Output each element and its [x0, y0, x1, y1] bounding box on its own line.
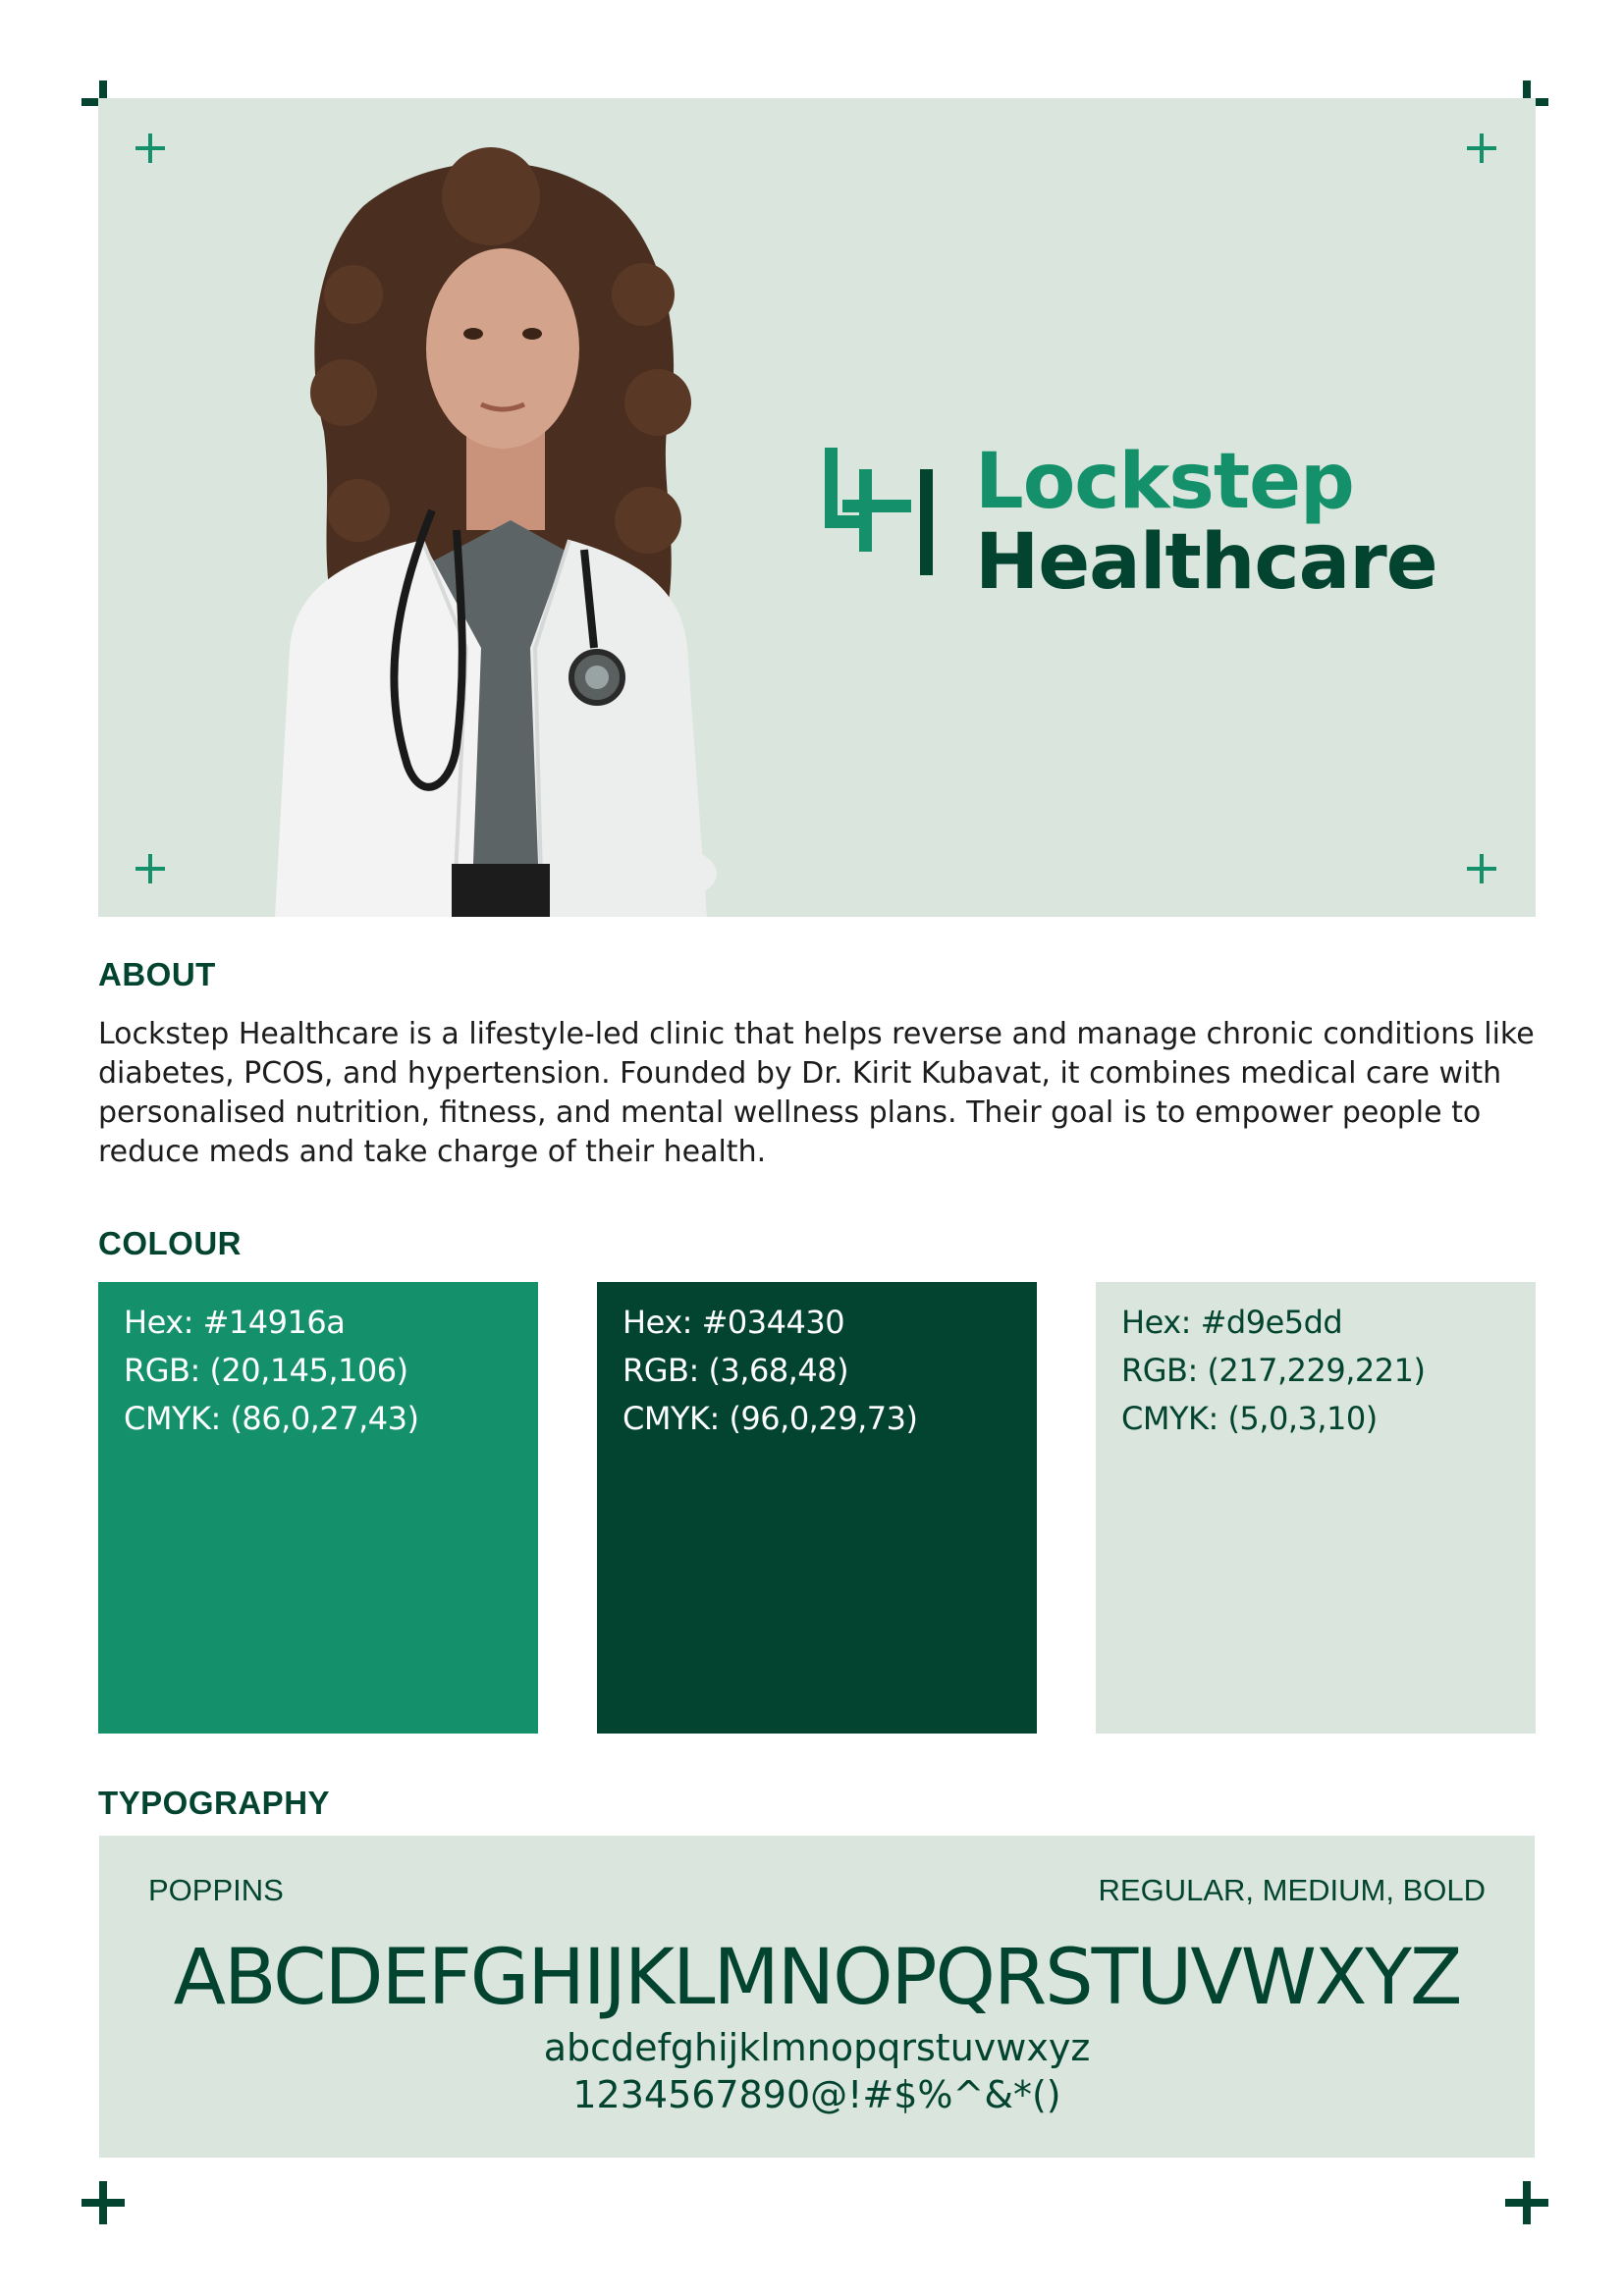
colour-swatch-dark: [597, 1282, 1037, 1734]
swatch-rgb-label: RGB: (217,229,221): [1121, 1352, 1426, 1389]
lowercase-sample: abcdefghijklmnopqrstuvwxyz: [543, 2026, 1091, 2069]
plus-icon: [135, 854, 165, 883]
swatch-cmyk-label: CMYK: (86,0,27,43): [124, 1400, 419, 1437]
plus-icon: [1467, 854, 1496, 883]
plus-icon: [1467, 133, 1496, 163]
swatch-rgb-label: RGB: (3,68,48): [623, 1352, 849, 1389]
typography-panel: [99, 1836, 1535, 2158]
brand-name-line1: Lockstep: [975, 438, 1354, 526]
lockstep-lh-logo-icon: [825, 448, 933, 575]
uppercase-sample: ABCDEFGHIJKLMNOPQRSTUVWXYZ: [173, 1934, 1461, 2022]
colour-swatch-light: [1096, 1282, 1536, 1734]
about-heading: ABOUT: [98, 956, 216, 992]
swatch-rgb-label: RGB: (20,145,106): [124, 1352, 408, 1389]
plus-icon: [135, 133, 165, 163]
swatch-hex-label: Hex: #034430: [623, 1304, 845, 1341]
swatch-hex-label: Hex: #14916a: [124, 1304, 346, 1341]
colour-heading: COLOUR: [98, 1225, 242, 1261]
font-name: POPPINS: [148, 1873, 284, 1907]
swatch-cmyk-label: CMYK: (5,0,3,10): [1121, 1400, 1378, 1437]
corner-plus-icon-bottom-left: [81, 2181, 125, 2224]
doctor-photo: [196, 98, 785, 917]
brand-name-line2: Healthcare: [975, 518, 1437, 607]
corner-plus-icon-bottom-right: [1505, 2181, 1548, 2224]
colour-swatch-primary: [98, 1282, 538, 1734]
typography-heading: TYPOGRAPHY: [98, 1785, 331, 1821]
hero-banner: [98, 98, 1536, 917]
swatch-cmyk-label: CMYK: (96,0,29,73): [623, 1400, 918, 1437]
about-paragraph: Lockstep Healthcare is a lifestyle-led clinic that helps reverse and manage chronic conditions like diabetes, PCOS, and hypertension. Founded by Dr. Kirit Kubavat, it combines medical care with personalised nutrition, fitness, and mental wellness plans. Their goal is to empower people to reduce meds and take charge of their health.: [98, 1017, 1535, 1169]
swatch-hex-label: Hex: #d9e5dd: [1121, 1304, 1343, 1341]
font-weights: REGULAR, MEDIUM, BOLD: [1098, 1873, 1486, 1907]
digits-symbols-sample: 1234567890@!#$%^&*(): [572, 2073, 1061, 2116]
